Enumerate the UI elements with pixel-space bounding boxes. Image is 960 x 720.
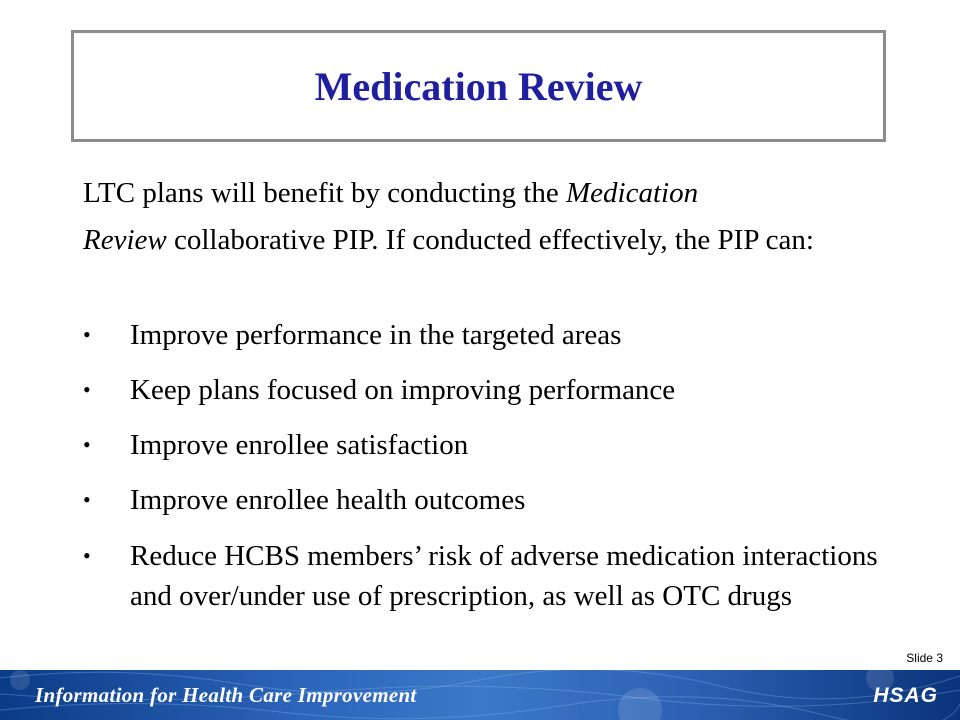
- bullet-text: Reduce HCBS members’ risk of adverse medication interactions and over/under use of prescription, as well as OTC drugs: [130, 540, 878, 612]
- bullet-item: [83, 481, 883, 519]
- slide-title: Medication Review: [314, 63, 643, 109]
- bullet-icon: •: [83, 543, 91, 568]
- hsag-logo: HSAG: [873, 684, 938, 707]
- intro-paragraph: [83, 170, 893, 264]
- bullet-icon: •: [83, 322, 91, 347]
- bullet-icon: •: [83, 432, 91, 457]
- bullet-text: Keep plans focused on improving performance: [130, 374, 676, 406]
- intro-emphasis-2: Review: [83, 224, 167, 256]
- intro-emphasis-1: Medication: [566, 177, 699, 209]
- bullet-list: [83, 316, 883, 633]
- bullet-item: [83, 426, 883, 464]
- bullet-item: [83, 536, 883, 616]
- slide-number: Slide 3: [906, 651, 943, 665]
- footer-banner: [0, 670, 960, 720]
- footer-tagline: Information for Health Care Improvement: [35, 683, 417, 707]
- bullet-text: Improve enrollee satisfaction: [130, 429, 469, 461]
- title-box: [71, 30, 886, 142]
- intro-text-2: collaborative PIP. If conducted effectively, the PIP can:: [166, 224, 814, 256]
- bullet-item: [83, 316, 883, 354]
- bullet-icon: •: [83, 487, 91, 512]
- bullet-text: Improve enrollee health outcomes: [130, 484, 526, 516]
- bullet-text: Improve performance in the targeted areas: [130, 319, 622, 351]
- bullet-item: [83, 371, 883, 409]
- intro-text-1: LTC plans will benefit by conducting the: [83, 177, 566, 209]
- bullet-icon: •: [83, 377, 91, 402]
